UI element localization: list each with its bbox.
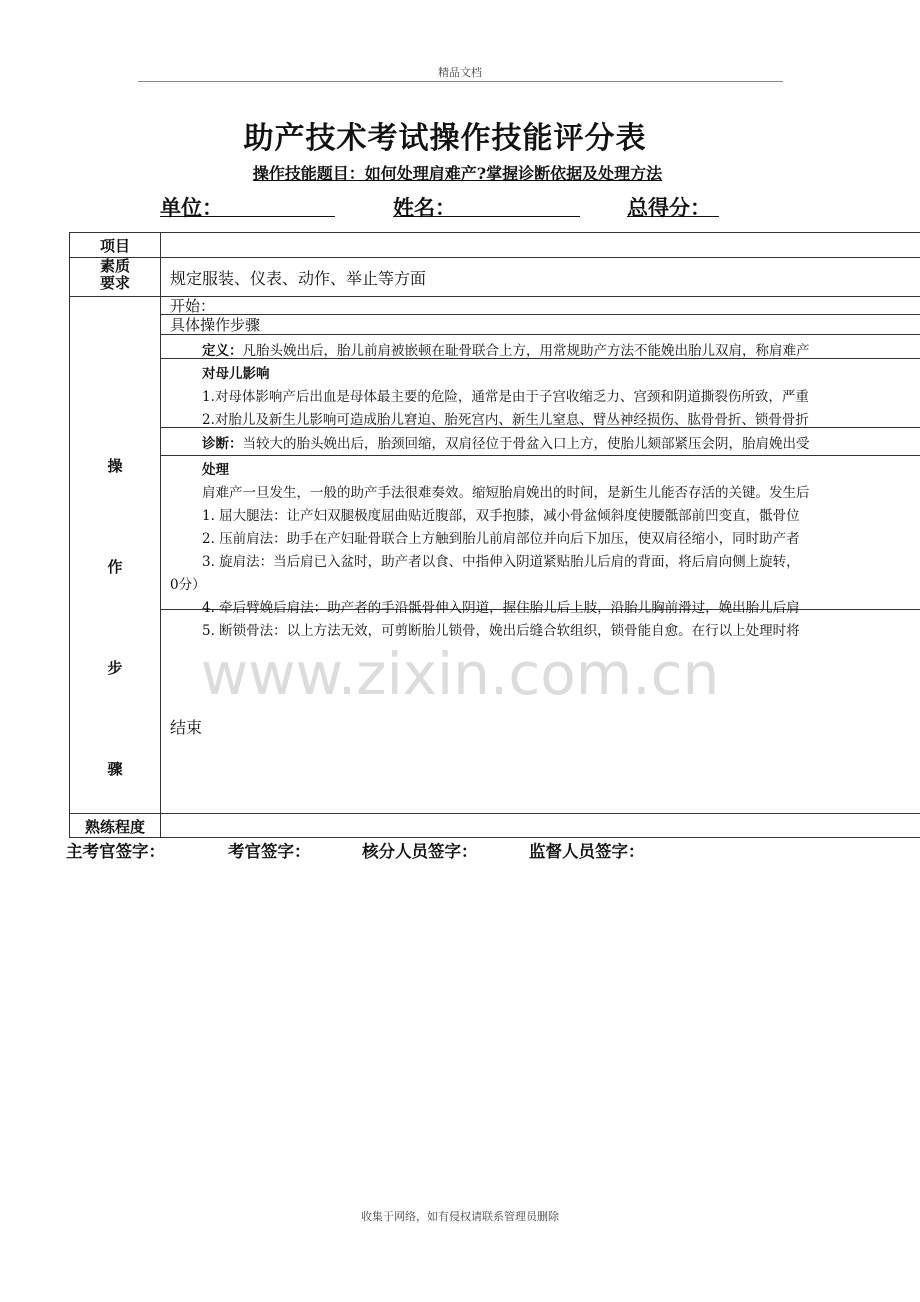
specific-steps-label: 具体操作步骤 — [170, 316, 261, 334]
page-title: 助产技术考试操作技能评分表 — [243, 121, 647, 156]
supervisor-signature: 监督人员签字： — [529, 842, 645, 861]
diagnosis-text: 当较大的胎头娩出后，胎颈回缩，双肩径位于骨盆入口上方，使胎儿颏部紧压会阴，胎肩娩出受 — [242, 436, 810, 452]
definition-label: 定义： — [202, 343, 243, 359]
impact-item-2: 2.对胎儿及新生儿影响可造成胎儿窘迫、胎死宫内、新生儿窒息、臂丛神经损伤、肱骨骨折、锁骨骨折 — [202, 412, 809, 428]
header-note: 精品文档 — [438, 66, 482, 79]
score-line — [627, 216, 719, 217]
row-label-proficiency: 熟练程度 — [84, 818, 145, 836]
steps-label-char: 作 — [107, 558, 123, 576]
watermark: www.zixin.com.cn — [200, 640, 720, 708]
header-rule — [138, 81, 783, 82]
row-label-quality-line2: 要求 — [99, 274, 130, 292]
name-label: 姓名： — [393, 195, 456, 220]
definition-row — [202, 339, 810, 359]
treatment-item-5: 5. 断锁骨法：以上方法无效，可剪断胎儿锁骨，娩出后缝合软组织，锁骨能自愈。在行以上处理时将 — [202, 623, 800, 639]
treatment-title: 处理 — [202, 462, 229, 478]
quality-text: 规定服装、仪表、动作、举止等方面 — [170, 269, 427, 288]
row-rule — [70, 813, 920, 814]
treatment-item-4: 4. 牵后臂娩后肩法：助产者的手沿骶骨伸入阴道，握住胎儿后上肢，沿胎儿胸前滑过，娩出胎儿后肩 — [202, 600, 800, 616]
treatment-item-2: 2. 压前肩法：助手在产妇耻骨联合上方触到胎儿前肩部位并向后下加压，使双肩径缩小，同时助产者 — [202, 531, 800, 547]
total-score-label: 总得分： — [627, 195, 711, 220]
unit-line — [160, 216, 335, 217]
row-label-quality — [70, 258, 160, 292]
start-label: 开始： — [170, 297, 216, 315]
scoring-table — [69, 232, 920, 838]
definition-text: 凡胎头娩出后，胎儿前肩被嵌顿在耻骨联合上方，用常规助产方法不能娩出胎儿双肩，称肩难产 — [242, 343, 810, 359]
chief-examiner-signature: 主考官签字： — [66, 842, 165, 861]
end-label: 结束 — [170, 718, 203, 737]
treatment-item-3: 3. 旋肩法：当后肩已入盆时，助产者以食、中指伸入阴道紧贴胎儿后肩的背面，将后肩向侧上旋转， — [202, 554, 800, 570]
column-divider — [160, 233, 161, 838]
impact-item-1: 1.对母体影响产后出血是母体最主要的危险，通常是由于子宫收缩乏力、宫颈和阴道撕裂伤所致，严重 — [202, 389, 809, 405]
steps-label-char: 骤 — [107, 760, 123, 778]
diagnosis-row — [202, 432, 810, 452]
row-label-quality-line1: 素质 — [99, 257, 130, 275]
page-subtitle: 操作技能题目：如何处理肩难产?掌握诊断依据及处理方法 — [252, 164, 663, 183]
treatment-intro: 肩难产一旦发生，一般的助产手法很难奏效。缩短胎肩娩出的时间，是新生儿能否存活的关键。发生后 — [202, 485, 810, 501]
name-line — [393, 216, 580, 217]
examiner-signature: 考官签字： — [228, 842, 311, 861]
inner-rule — [160, 455, 920, 456]
impact-title: 对母儿影响 — [202, 366, 270, 382]
row-rule — [70, 257, 920, 258]
treatment-item-3-cont: 0分） — [170, 577, 206, 593]
steps-label-char: 操 — [107, 457, 123, 475]
steps-label-char: 步 — [107, 659, 123, 677]
treatment-item-1: 1. 屈大腿法：让产妇双腿极度屈曲贴近腹部，双手抱膝，减小骨盆倾斜度使腰骶部前凹变直，骶骨位 — [202, 508, 800, 524]
score-checker-signature: 核分人员签字： — [362, 842, 478, 861]
row-label-item: 项目 — [99, 237, 130, 255]
inner-rule — [160, 334, 920, 335]
diagnosis-label: 诊断： — [202, 436, 243, 452]
unit-label: 单位： — [160, 195, 223, 220]
inner-rule — [160, 314, 920, 315]
footer-note: 收集于网络，如有侵权请联系管理员删除 — [361, 1210, 559, 1223]
